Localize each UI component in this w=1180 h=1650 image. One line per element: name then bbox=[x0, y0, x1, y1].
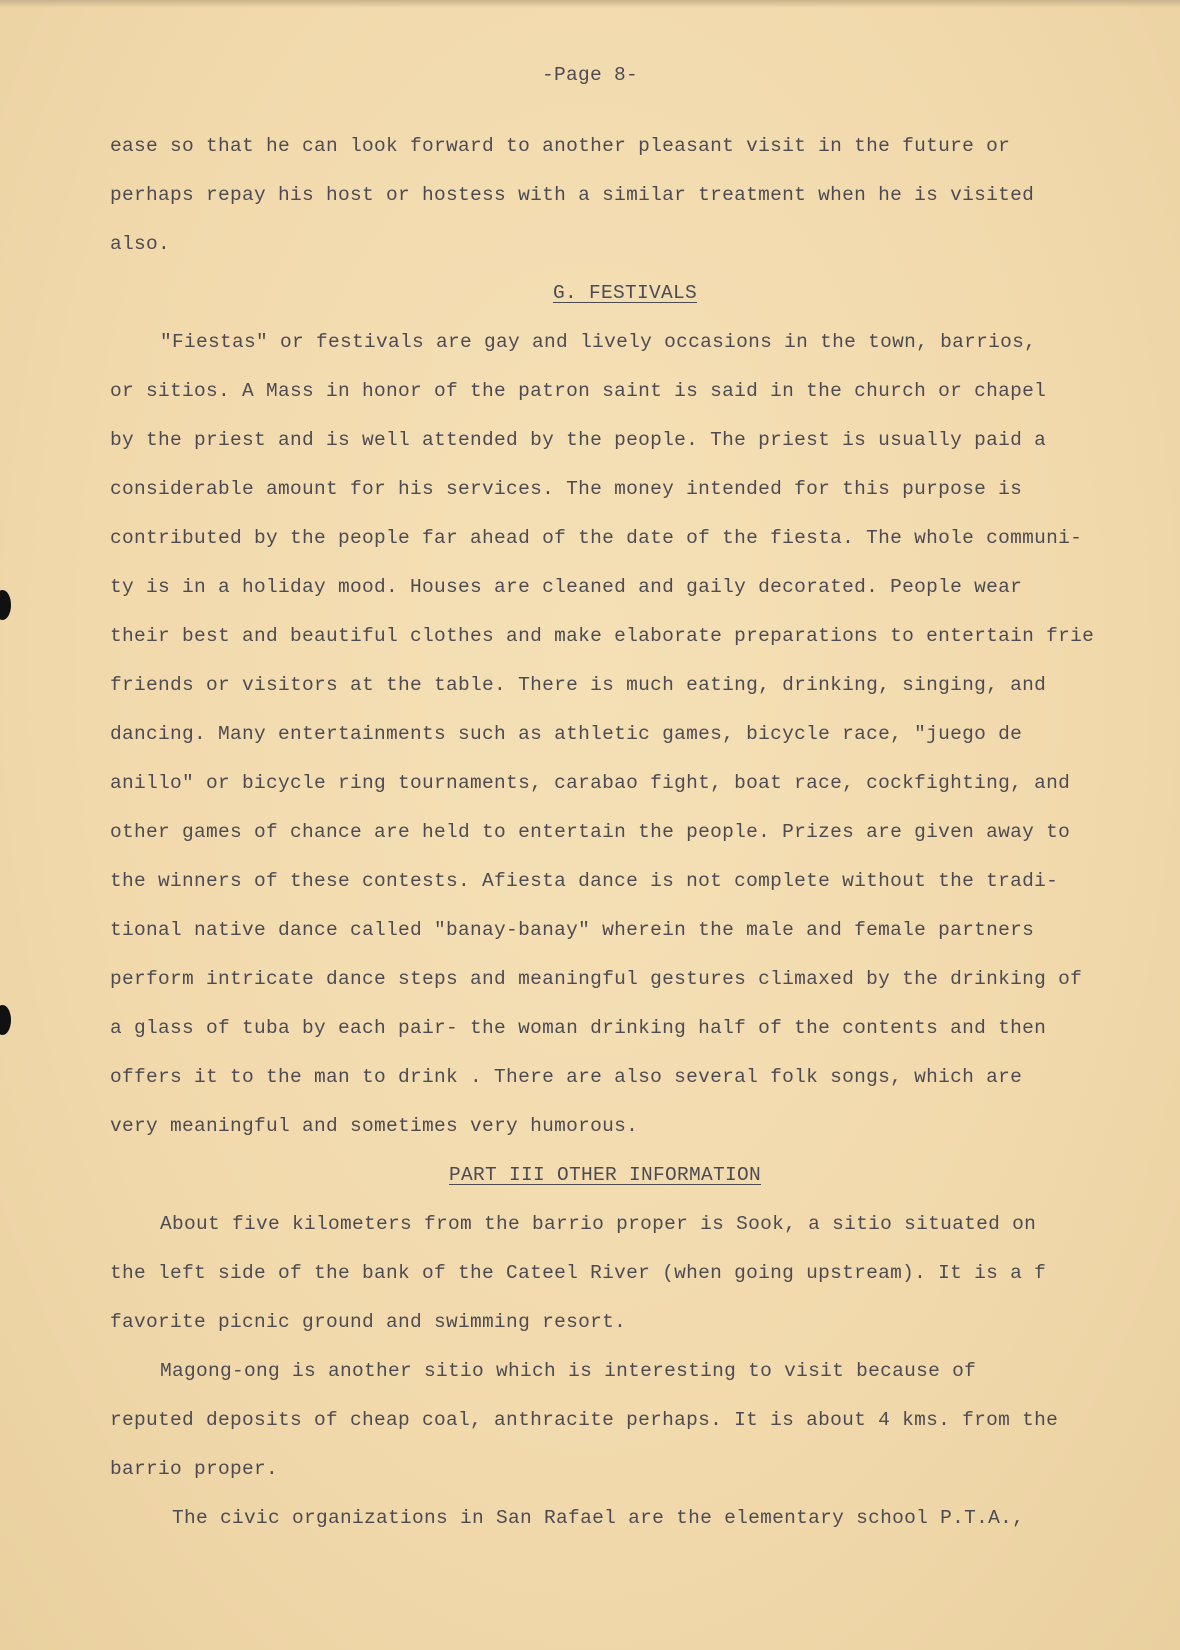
text-line: ease so that he can look forward to another pleasant visit in the future or bbox=[110, 135, 1011, 157]
text-line: the left side of the bank of the Cateel River (when going upstream). It is a f bbox=[110, 1262, 1047, 1284]
text-line: the winners of these contests. Afiesta dance is not complete without the tradi- bbox=[110, 870, 1059, 892]
text-line: offers it to the man to drink . There are also several folk songs, which are bbox=[110, 1066, 1023, 1088]
text-line: barrio proper. bbox=[110, 1458, 279, 1480]
text-line: or sitios. A Mass in honor of the patron saint is said in the church or chapel bbox=[110, 380, 1047, 402]
text-line: tional native dance called "banay-banay" wherein the male and female partners bbox=[110, 919, 1035, 941]
text-line: Magong-ong is another sitio which is interesting to visit because of bbox=[160, 1360, 977, 1382]
text-line: by the priest and is well attended by the people. The priest is usually paid a bbox=[110, 429, 1047, 451]
text-line: very meaningful and sometimes very humorous. bbox=[110, 1115, 639, 1137]
text-line: also. bbox=[110, 233, 171, 255]
punch-hole-lower bbox=[0, 1005, 11, 1035]
text-line: other games of chance are held to entertain the people. Prizes are given away to bbox=[110, 821, 1071, 843]
text-line: The civic organizations in San Rafael are the elementary school P.T.A., bbox=[172, 1507, 1025, 1529]
text-line: anillo" or bicycle ring tournaments, carabao fight, boat race, cockfighting, and bbox=[110, 772, 1071, 794]
text-line: dancing. Many entertainments such as athletic games, bicycle race, "juego de bbox=[110, 723, 1023, 745]
text-line: "Fiestas" or festivals are gay and lively occasions in the town, barrios, bbox=[160, 331, 1037, 353]
text-line: About five kilometers from the barrio proper is Sook, a sitio situated on bbox=[160, 1213, 1037, 1235]
text-line: favorite picnic ground and swimming resort. bbox=[110, 1311, 627, 1333]
text-line: reputed deposits of cheap coal, anthracite perhaps. It is about 4 kms. from the bbox=[110, 1409, 1059, 1431]
text-line: ty is in a holiday mood. Houses are cleaned and gaily decorated. People wear bbox=[110, 576, 1023, 598]
page-number: -Page 8- bbox=[541, 64, 638, 86]
document-body bbox=[110, 55, 1130, 1543]
text-line: considerable amount for his services. The money intended for this purpose is bbox=[110, 478, 1023, 500]
text-line: perhaps repay his host or hostess with a similar treatment when he is visited bbox=[110, 184, 1035, 206]
punch-hole-upper bbox=[0, 590, 11, 620]
paper-top-edge bbox=[0, 0, 1180, 8]
section-heading-festivals: G. FESTIVALS bbox=[552, 282, 698, 304]
text-line: their best and beautiful clothes and make elaborate preparations to entertain frie bbox=[110, 625, 1095, 647]
text-line: contributed by the people far ahead of the date of the fiesta. The whole communi- bbox=[110, 527, 1083, 549]
text-line: a glass of tuba by each pair- the woman drinking half of the contents and then bbox=[110, 1017, 1047, 1039]
section-heading-part-iii: PART III OTHER INFORMATION bbox=[448, 1164, 762, 1186]
text-line: perform intricate dance steps and meaningful gestures climaxed by the drinking of bbox=[110, 968, 1083, 990]
text-line: friends or visitors at the table. There is much eating, drinking, singing, and bbox=[110, 674, 1047, 696]
